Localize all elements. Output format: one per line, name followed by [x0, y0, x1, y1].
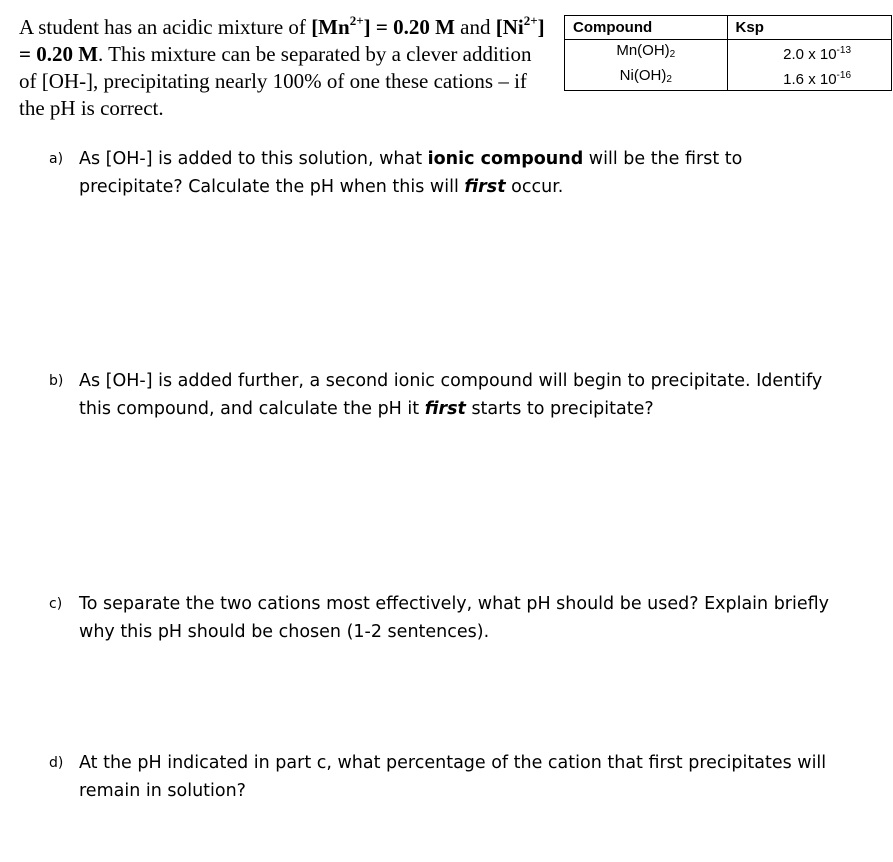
intro-text-2: and [454, 15, 496, 39]
ksp-exponent: -16 [836, 69, 851, 81]
question-letter: b) [49, 373, 64, 389]
question-text-part: starts to precipitate? [465, 399, 654, 419]
question-c [49, 590, 849, 646]
compound-cell [565, 65, 728, 91]
ksp-table-header [565, 16, 892, 40]
mn-concentration [311, 15, 455, 39]
question-emphasis: first [424, 399, 466, 419]
question-b [49, 367, 849, 423]
question-letter: c) [49, 596, 63, 612]
compound-subscript: 2 [669, 48, 676, 60]
table-row [565, 40, 892, 66]
ni-label: [Ni [495, 15, 524, 39]
mn-label: [Mn [311, 15, 350, 39]
ni-charge: 2+ [523, 13, 538, 28]
question-emphasis: first [464, 177, 506, 197]
compound-formula: Mn(OH) [616, 41, 670, 59]
ni-value: ] = 0.20 M [19, 15, 545, 66]
intro-paragraph [19, 14, 549, 122]
question-text-part: As [OH-] is added to this solution, what [79, 149, 428, 169]
question-bold-term: ionic compound [427, 149, 584, 169]
question-d [49, 749, 849, 805]
ksp-header: Ksp [727, 16, 891, 40]
intro-text-1: A student has an acidic mixture of [19, 15, 312, 39]
question-text: To separate the two cations most effectively, what pH should be used? Explain briefly why this pH should be chosen (1-2 sentences). [79, 594, 830, 642]
question-text-part: As [OH-] is added further, a second ionic compound will begin to precipitate. Identify this compound, and calculate the pH it [79, 371, 823, 419]
question-text-part: occur. [505, 177, 564, 197]
ksp-cell [727, 40, 891, 66]
mn-charge: 2+ [349, 13, 364, 28]
compound-subscript: 2 [666, 73, 672, 85]
ksp-exponent: -13 [836, 44, 851, 56]
ksp-mantissa: 2.0 x 10 [783, 45, 837, 63]
intro-text-3: . This mixture can be separated by a clever addition of [OH-], precipitating nearly 100% of one these cations – if the pH is correct. [19, 42, 532, 120]
question-a [49, 145, 849, 201]
table-row [565, 65, 892, 91]
question-text [79, 145, 849, 201]
compound-header: Compound [565, 16, 728, 40]
mn-value: ] = 0.20 M [363, 15, 455, 39]
question-text-part: will be the first to precipitate? Calculate the pH when this will [79, 149, 743, 197]
question-letter: a) [49, 151, 64, 167]
compound-cell [565, 40, 728, 66]
ksp-cell [727, 65, 891, 91]
ksp-mantissa: 1.6 x 10 [783, 70, 837, 88]
compound-formula: Ni(OH) [619, 66, 667, 84]
ksp-table [564, 15, 892, 91]
question-letter: d) [49, 755, 64, 771]
question-text [79, 367, 849, 423]
question-text: At the pH indicated in part c, what percentage of the cation that first precipitates will remain in solution? [79, 753, 827, 801]
